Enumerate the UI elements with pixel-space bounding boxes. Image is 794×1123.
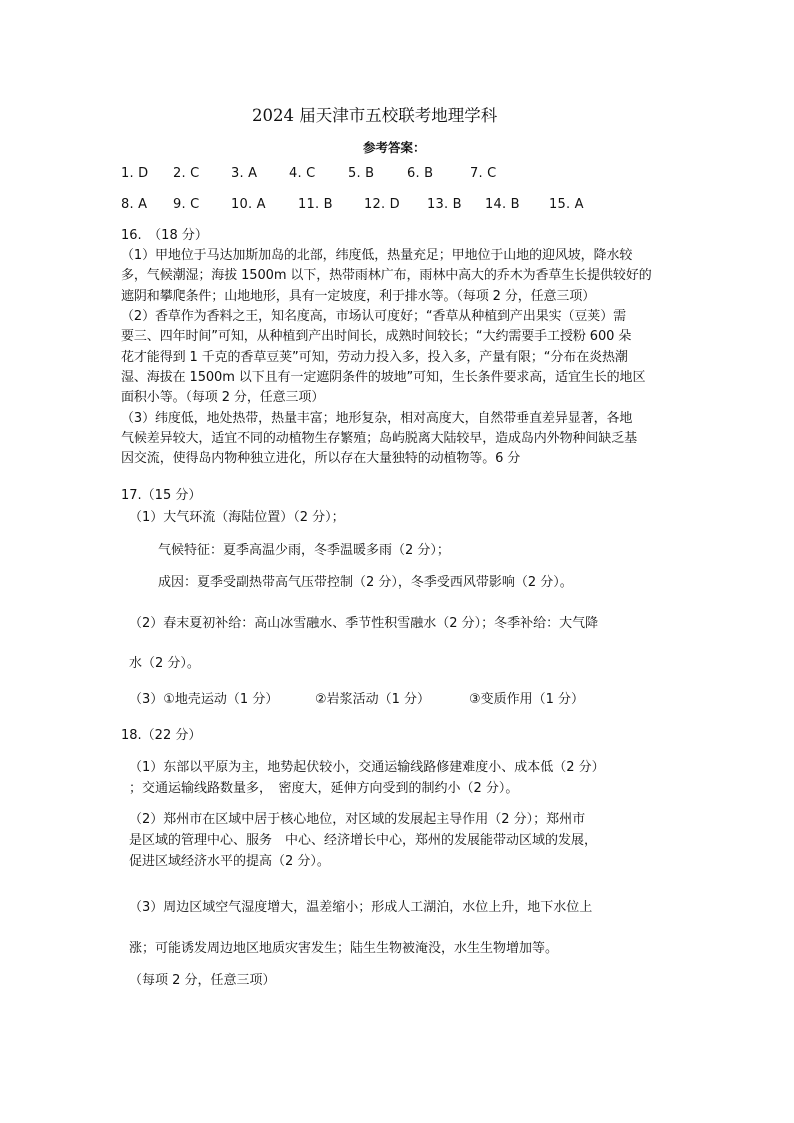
- q17-line: 水（2 分）。: [129, 656, 200, 671]
- mc-answer: 12. D: [364, 197, 400, 212]
- mc-answer: 13. B: [427, 197, 462, 212]
- mc-answer: 5. B: [348, 166, 375, 181]
- mc-answer: 15. A: [549, 197, 584, 212]
- q16-line: 遮阴和攀爬条件；山地地形，具有一定坡度，利于排水等。（每项 2 分，任意三项）: [121, 289, 596, 304]
- mc-answer: 3. A: [231, 166, 258, 181]
- q18-line: ；交通运输线路数量多， 密度大，延伸方向受到的制约小（2 分）。: [129, 781, 519, 796]
- q17-line: （1）大气环流（海陆位置）（2 分）；: [129, 510, 345, 525]
- q18-line: （1）东部以平原为主，地势起伏较小，交通运输线路修建难度小、成本低（2 分）: [129, 760, 605, 775]
- q18-header: 18.（22 分）: [121, 728, 202, 743]
- q16-line: 因交流，使得岛内物种独立进化，所以存在大量独特的动植物等。6 分: [121, 451, 521, 466]
- q16-line: （2）香草作为香料之王，知名度高，市场认可度好；“香草从种植到产出果实（豆荚）需: [121, 309, 627, 324]
- q18-line: 是区域的管理中心、服务 中心、经济增长中心，郑州的发展能带动区域的发展，: [129, 833, 598, 848]
- mc-answer: 1. D: [121, 166, 149, 181]
- q17-line: [129, 692, 585, 708]
- q18-line: （3）周边区域空气湿度增大，温差缩小；形成人工湖泊，水位上升，地下水位上: [129, 900, 593, 915]
- mc-answer: 11. B: [298, 197, 333, 212]
- mc-answer: 10. A: [231, 197, 266, 212]
- q17-line: 成因：夏季受副热带高气压带控制（2 分），冬季受西风带影响（2 分）。: [158, 575, 573, 590]
- q16-line: 多，气候潮湿；海拔 1500m 以下，热带雨林广布，雨林中高大的乔木为香草生长提供较好的: [121, 268, 652, 283]
- q16-line: 面积小等。（每项 2 分，任意三项）: [121, 390, 325, 405]
- answer-key-heading: 参考答案：: [363, 140, 426, 155]
- q16-header: 16. （18 分）: [121, 228, 208, 243]
- q18-line: 涨；可能诱发周边地区地质灾害发生；陆生生物被淹没，水生生物增加等。: [129, 941, 559, 956]
- q17-line: 气候特征：夏季高温少雨，冬季温暖多雨（2 分）；: [158, 543, 450, 558]
- q18-line: 促进区域经济水平的提高（2 分）。: [129, 854, 330, 869]
- q16-line: （3）纬度低，地处热带，热量丰富；地形复杂，相对高度大，自然带垂直差异显著，各地: [121, 411, 633, 426]
- q16-line: 气候差异较大，适宜不同的动植物生存繁殖；岛屿脱离大陆较早，造成岛内外物种间缺乏基: [121, 431, 638, 446]
- q18-line: （2）郑州市在区域中居于核心地位，对区域的发展起主导作用（2 分）；郑州市: [129, 812, 586, 827]
- q17-item: ③变质作用（1 分）: [469, 692, 585, 707]
- page-title: 2024 届天津市五校联考地理学科: [252, 106, 498, 125]
- q16-line: 花才能得到 1 千克的香草豆荚”可知，劳动力投入多，投入多，产量有限；“分布在炎热潮: [121, 350, 628, 365]
- q17-line: （2）春末夏初补给：高山冰雪融水、季节性积雪融水（2 分）；冬季补给：大气降: [129, 616, 599, 631]
- q18-line: （每项 2 分，任意三项）: [129, 973, 276, 988]
- mc-answer: 9. C: [173, 197, 200, 212]
- q17-item: ②岩浆活动（1 分）: [315, 692, 431, 707]
- q16-line: 要三、四年时间”可知，从种植到产出时间长，成熟时间较长；“大约需要手工授粉 600 朵: [121, 329, 632, 344]
- mc-answer: 7. C: [470, 166, 497, 181]
- q17-header: 17.（15 分）: [121, 488, 202, 503]
- q17-item: （3）①地壳运动（1 分）: [129, 692, 279, 707]
- mc-answer: 2. C: [173, 166, 200, 181]
- q16-line: （1）甲地位于马达加斯加岛的北部，纬度低，热量充足；甲地位于山地的迎风坡，降水较: [121, 248, 633, 263]
- mc-answer: 14. B: [485, 197, 520, 212]
- mc-answer: 8. A: [121, 197, 148, 212]
- mc-answer: 4. C: [289, 166, 316, 181]
- mc-answer: 6. B: [407, 166, 434, 181]
- q16-line: 湿、海拔在 1500m 以下且有一定遮阴条件的坡地”可知，生长条件要求高，适宜生长的地区: [121, 370, 646, 385]
